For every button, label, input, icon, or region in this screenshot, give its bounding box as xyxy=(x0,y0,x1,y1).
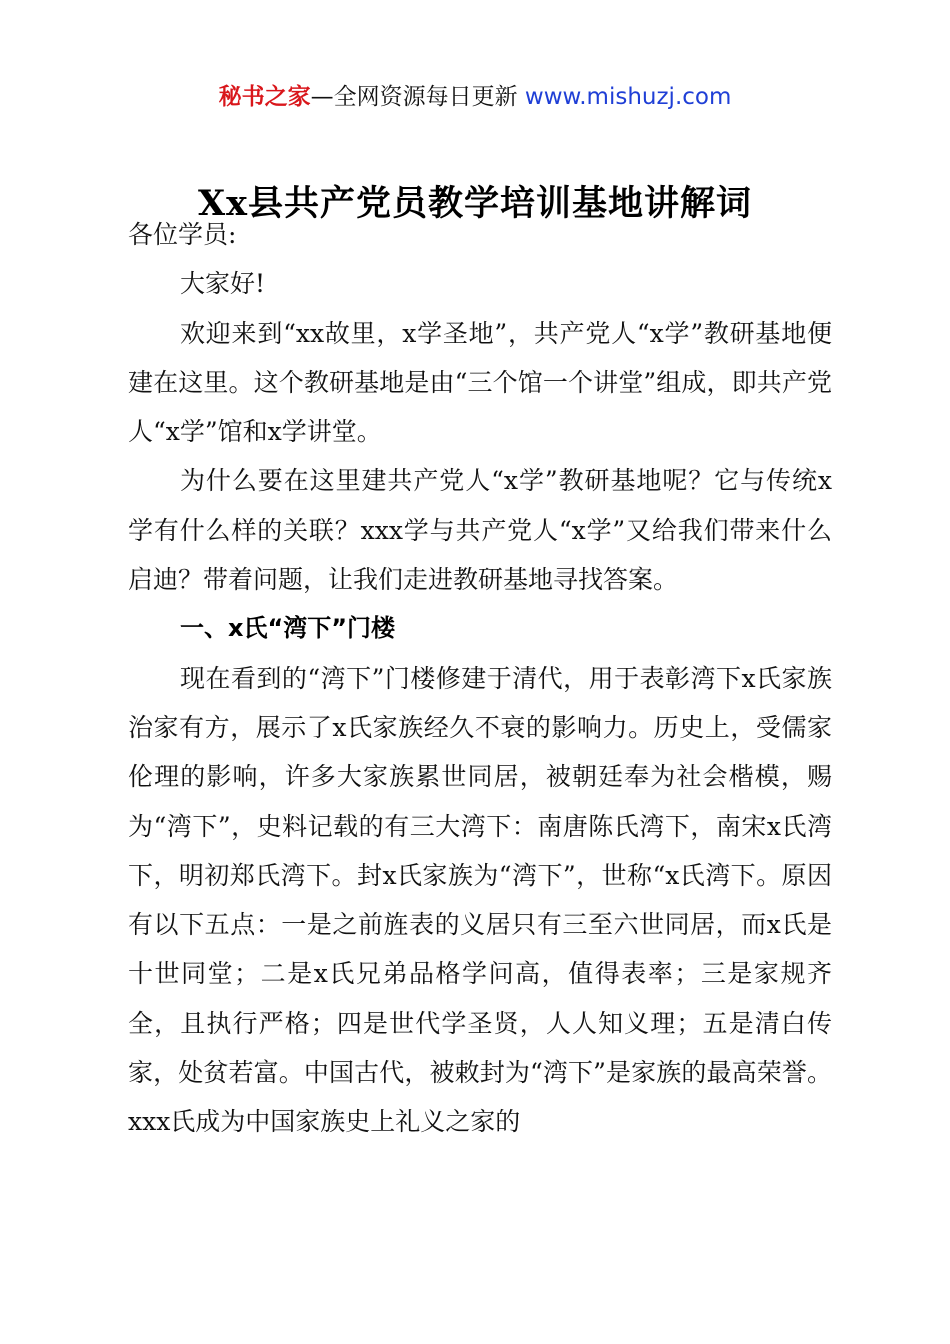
site-header xyxy=(0,78,950,111)
section-heading: 一、x氏“湾下”门楼 xyxy=(180,614,396,643)
header-slogan: —全网资源每日更新 xyxy=(310,84,525,110)
brand-name: 秘书之家 xyxy=(218,84,311,110)
section-paragraph: 现在看到的“湾下”门楼修建于清代，用于表彰湾下x氏家族治家有方，展示了x氏家族经久不衰的影响力。历史上，受儒家伦理的影响，许多大家族累世同居，被朝廷奉为社会楷模，赐为“湾下”，史料记载的有三大湾下：南唐陈氏湾下，南宋x氏湾下，明初郑氏湾下。封x氏家族为“湾下”，世称“x氏湾下。原因有以下五点：一是之前旌表的义居只有三至六世同居，而x氏是十世同堂；二是x氏兄弟品格学问高，值得表率；三是家规齐全，且执行严格；四是世代学圣贤，人人知义理；五是清白传家，处贫若富。中国古代，被敕封为“湾下”是家族的最高荣誉。xxx氏成为中国家族史上礼义之家的 xyxy=(128,663,832,1137)
body-paragraph: 欢迎来到“xx故里，x学圣地”，共产党人“x学”教研基地便建在这里。这个教研基地是由“三个馆一个讲堂”组成，即共产党人“x学”馆和x学讲堂。 xyxy=(128,318,832,447)
site-url-link[interactable]: www.mishuzj.com xyxy=(524,84,732,110)
document-title: Xx县共产党员教学培训基地讲解词 xyxy=(197,183,753,224)
salutation: 各位学员: xyxy=(128,220,237,249)
greeting: 大家好! xyxy=(180,269,266,299)
document-body xyxy=(128,210,832,1147)
body-paragraph: 为什么要在这里建共产党人“x学”教研基地呢？它与传统x学有什么样的关联？xxx学与共产党人“x学”又给我们带来什么启迪？带着问题，让我们走进教研基地寻找答案。 xyxy=(128,466,832,595)
